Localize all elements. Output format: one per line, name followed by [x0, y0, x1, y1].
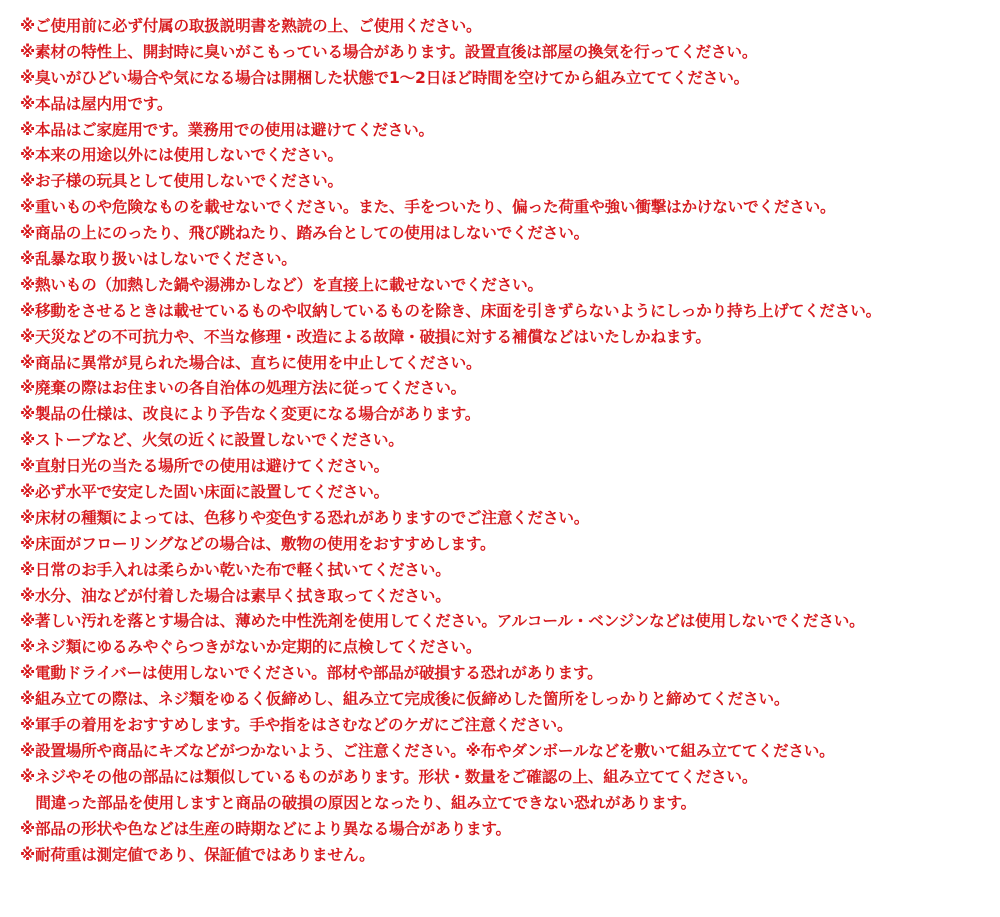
precaution-line: ※乱暴な取り扱いはしないでください。: [20, 250, 297, 269]
precaution-line: ※床材の種類によっては、色移りや変色する恐れがありますのでご注意ください。: [20, 508, 590, 527]
precaution-line: ※ストーブなど、火気の近くに設置しないでください。: [20, 431, 404, 450]
precaution-line: ※本来の用途以外には使用しないでください。: [20, 146, 343, 165]
precaution-line: ※電動ドライバーは使用しないでください。部材や部品が破損する恐れがあります。: [20, 664, 603, 683]
precaution-line: ※移動をさせるときは載せているものや収納しているものを除き、床面を引きずらないようにしっかり持ち上げてください。: [20, 301, 881, 320]
precaution-line: ※本品はご家庭用です。業務用での使用は避けてください。: [20, 120, 434, 139]
precaution-line: ※商品の上にのったり、飛び跳ねたり、踏み台としての使用はしないでください。: [20, 224, 589, 243]
precaution-line: ※素材の特性上、開封時に臭いがこもっている場合があります。設置直後は部屋の換気を行ってください。: [20, 42, 758, 61]
precautions-list: [20, 14, 990, 868]
precaution-line: ※重いものや危険なものを載せないでください。また、手をついたり、偏った荷重や強い衝撃はかけないでください。: [20, 198, 836, 217]
precaution-line: ※日常のお手入れは柔らかい乾いた布で軽く拭いてください。: [20, 560, 451, 579]
precaution-line: ※廃棄の際はお住まいの各自治体の処理方法に従ってください。: [20, 379, 466, 398]
precaution-line: ※ネジ類にゆるみやぐらつきがないか定期的に点検してください。: [20, 638, 482, 657]
precaution-line: ※本品は屋内用です。: [20, 94, 173, 113]
precaution-line: ※設置場所や商品にキズなどがつかないよう、ご注意ください。※布やダンボールなどを敷いて組み立ててください。: [20, 741, 835, 760]
precaution-line: ※軍手の着用をおすすめします。手や指をはさむなどのケガにご注意ください。: [20, 716, 573, 735]
precaution-line: 間違った部品を使用しますと商品の破損の原因となったり、組み立てできない恐れがあります。: [20, 793, 697, 812]
precaution-line: ※天災などの不可抗力や、不当な修理・改造による故障・破損に対する補償などはいたしかねます。: [20, 327, 711, 346]
precaution-line: ※お子様の玩具として使用しないでください。: [20, 172, 343, 191]
precaution-line: ※床面がフローリングなどの場合は、敷物の使用をおすすめします。: [20, 534, 496, 553]
precaution-line: ※部品の形状や色などは生産の時期などにより異なる場合があります。: [20, 819, 511, 838]
precaution-line: ※直射日光の当たる場所での使用は避けてください。: [20, 457, 390, 476]
precaution-line: ※水分、油などが付着した場合は素早く拭き取ってください。: [20, 586, 451, 605]
precaution-line: ※著しい汚れを落とす場合は、薄めた中性洗剤を使用してください。アルコール・ベンジンなどは使用しないでください。: [20, 612, 865, 631]
precaution-line: ※ネジやその他の部品には類似しているものがあります。形状・数量をご確認の上、組み立ててください。: [20, 767, 758, 786]
precaution-line: ※耐荷重は測定値であり、保証値ではありません。: [20, 845, 375, 864]
precaution-line: ※臭いがひどい場合や気になる場合は開梱した状態で1〜2日ほど時間を空けてから組み立ててください。: [20, 68, 749, 87]
precaution-line: ※製品の仕様は、改良により予告なく変更になる場合があります。: [20, 405, 481, 424]
precaution-line: ※熱いもの（加熱した鍋や湯沸かしなど）を直接上に載せないでください。: [20, 275, 543, 294]
precaution-line: ※商品に異常が見られた場合は、直ちに使用を中止してください。: [20, 353, 482, 372]
precaution-line: ※必ず水平で安定した固い床面に設置してください。: [20, 483, 390, 502]
precaution-line: ※ご使用前に必ず付属の取扱説明書を熟読の上、ご使用ください。: [20, 17, 482, 35]
precaution-line: ※組み立ての際は、ネジ類をゆるく仮締めし、組み立て完成後に仮締めした箇所をしっかりと締めてください。: [20, 690, 790, 709]
